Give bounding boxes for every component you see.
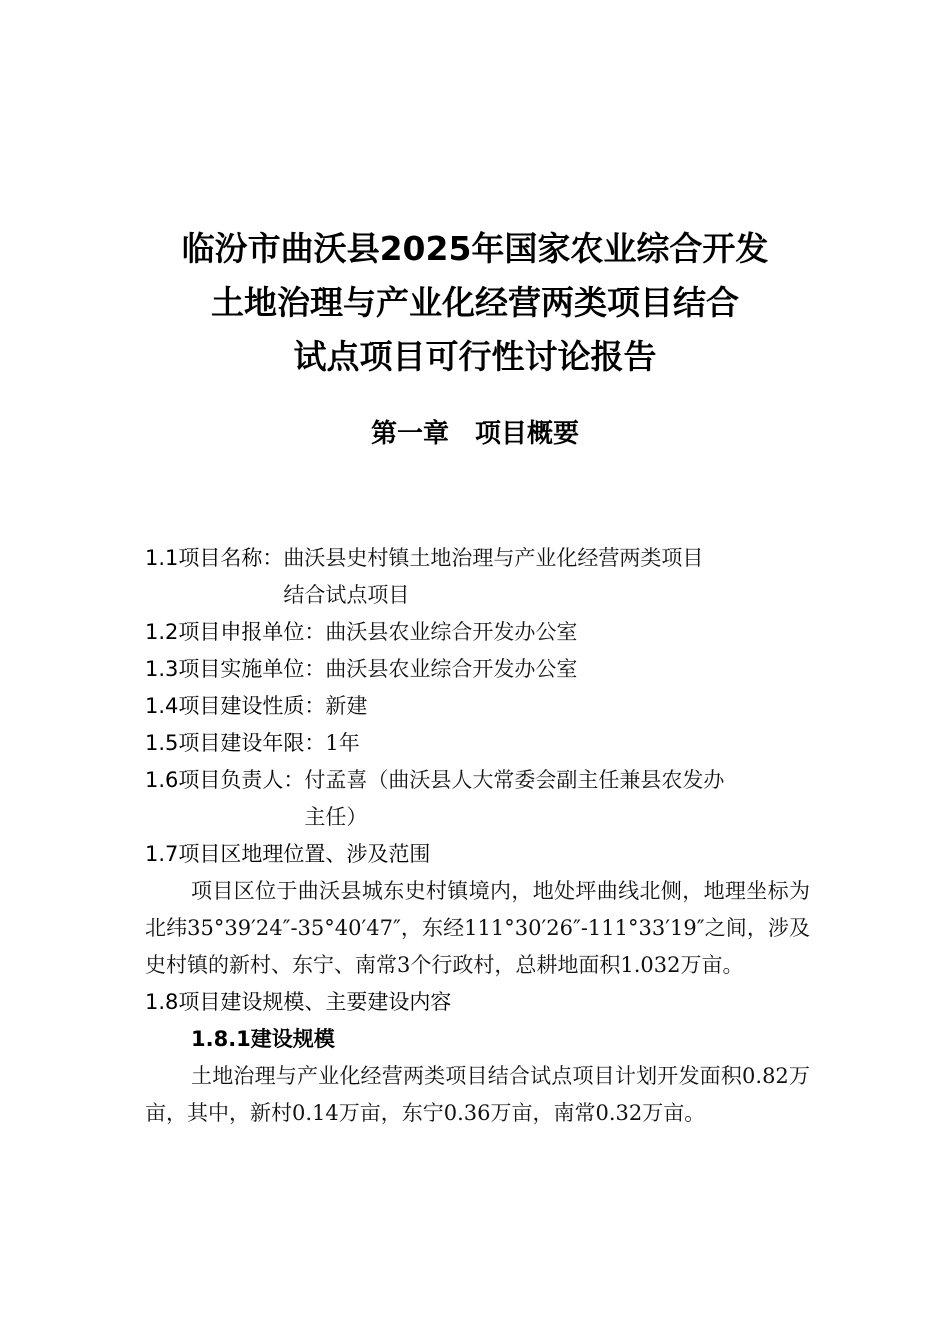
item-nature — [145, 688, 810, 725]
item-value-line: 主任） — [304, 805, 368, 829]
item-value-line: 曲沃县史村镇土地治理与产业化经营两类项目 — [283, 546, 704, 570]
title-line-2: 土地治理与产业化经营两类项目结合 — [211, 283, 739, 322]
item-value: 新建 — [325, 694, 368, 718]
item-value: 1年 — [325, 731, 360, 755]
item-label: 1.6项目负责人： — [145, 768, 305, 792]
subsection-heading-scale: 1.8.1建设规模 — [191, 1027, 335, 1051]
report-title — [0, 222, 950, 384]
item-label: 1.1项目名称： — [145, 546, 284, 570]
item-project-name — [145, 540, 810, 614]
chapter-content — [145, 540, 810, 1132]
item-value — [304, 762, 724, 836]
item-label: 1.2项目申报单位： — [145, 620, 326, 644]
chapter-heading: 第一章 项目概要 — [370, 419, 579, 449]
item-label: 1.4项目建设性质： — [145, 694, 326, 718]
section-paragraph-location: 项目区位于曲沃县城东史村镇境内，地处坪曲线北侧，地理坐标为北纬35°39′24″-35°40′47″，东经111°30′26″-111°33′19″之间，涉及史村镇的新村、东宁、南常3个行政村，总耕地面积1.032万亩。 — [145, 879, 810, 977]
item-duration — [145, 725, 810, 762]
item-value: 曲沃县农业综合开发办公室 — [325, 620, 578, 644]
section-heading-scale: 1.8项目建设规模、主要建设内容 — [145, 990, 452, 1014]
title-line-1: 临汾市曲沃县2025年国家农业综合开发 — [181, 229, 769, 268]
section-paragraph-scale: 土地治理与产业化经营两类项目结合试点项目计划开发面积0.82万亩，其中，新村0.14万亩，东宁0.36万亩，南常0.32万亩。 — [145, 1064, 810, 1125]
item-label: 1.3项目实施单位： — [145, 657, 326, 681]
item-value-line: 结合试点项目 — [283, 583, 410, 607]
item-implementer — [145, 651, 810, 688]
item-value: 曲沃县农业综合开发办公室 — [325, 657, 578, 681]
item-leader — [145, 762, 810, 836]
item-value — [283, 540, 703, 614]
item-label: 1.5项目建设年限： — [145, 731, 326, 755]
item-applicant — [145, 614, 810, 651]
title-line-3: 试点项目可行性讨论报告 — [293, 337, 657, 376]
item-value-line: 付孟喜（曲沃县人大常委会副主任兼县农发办 — [304, 768, 725, 792]
section-heading-location: 1.7项目区地理位置、涉及范围 — [145, 842, 431, 866]
